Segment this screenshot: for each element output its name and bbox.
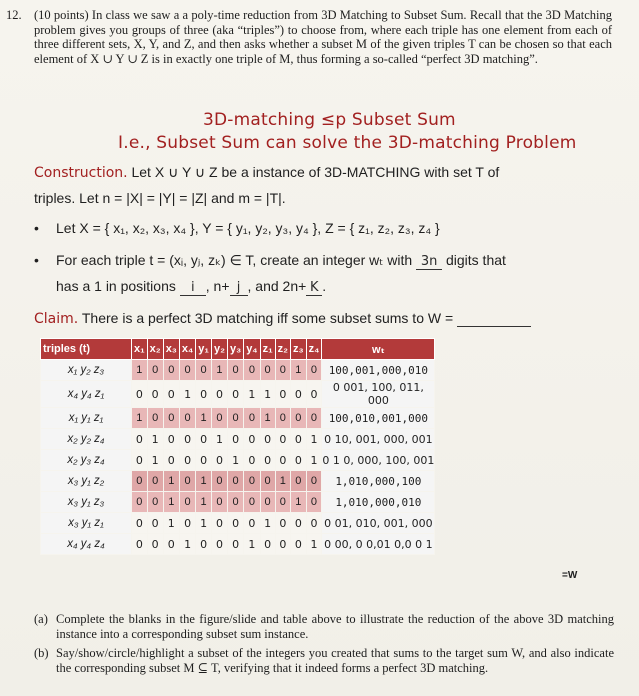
question-text [34, 8, 612, 66]
weight-cell: 1,010,000,100 [322, 471, 435, 492]
bit-cell: 0 [132, 450, 148, 471]
bit-cell: 0 [244, 429, 260, 450]
part-label: (a) [34, 612, 48, 626]
header-element: x₄ [179, 339, 195, 360]
bit-cell: 0 [163, 450, 179, 471]
question-paragraph: (10 points) In class we saw a a poly-time reduction from 3D Matching to Subset Sum. Recall that the 3D Matching problem gives you groups of three (aka “triples”) to choose from, where each triple has one element from each of three different sets, X, Y, and Z, and then asks whether a subset M of the given triples T can be chosen so that each element of X ∪ Y ∪ Z is in exactly one triple of M, thus forming a so-called “perfect 3D matching”. [34, 8, 612, 66]
header-element: y₃ [227, 339, 243, 360]
triple-cell: x₁ y₁ z₁ [41, 408, 132, 429]
positions-text-2: , n+ [205, 278, 230, 294]
header-weight: wₜ [322, 339, 435, 360]
header-element: x₂ [147, 339, 163, 360]
weight-cell: 0 10, 001, 000, 001 [322, 429, 435, 450]
bit-cell: 1 [211, 429, 227, 450]
bit-cell: 0 [132, 513, 148, 534]
bit-cell: 1 [132, 360, 148, 381]
triple-cell: x₃ y₁ z₃ [41, 492, 132, 513]
bit-cell: 0 [196, 450, 212, 471]
part-text: Say/show/circle/highlight a subset of the integers you created that sums to the target sum W, and also indicate the corresponding subset M ⊆ T, verifying that it indeed forms a perfect 3D matching. [56, 646, 614, 675]
bit-cell: 1 [260, 513, 275, 534]
bit-cell: 1 [227, 450, 243, 471]
header-element: x₃ [163, 339, 179, 360]
bit-cell: 1 [211, 360, 227, 381]
bit-cell: 0 [196, 534, 212, 555]
bit-cell: 0 [211, 471, 227, 492]
table-row [41, 513, 435, 534]
bit-cell: 0 [227, 429, 243, 450]
bit-cell: 0 [291, 429, 307, 450]
bit-cell: 1 [260, 381, 275, 408]
bit-cell: 0 [211, 408, 227, 429]
bit-cell: 1 [291, 492, 307, 513]
bit-cell: 0 [244, 492, 260, 513]
header-element: z₁ [260, 339, 275, 360]
bit-cell: 1 [132, 408, 148, 429]
bit-cell: 0 [306, 471, 322, 492]
bit-cell: 0 [291, 381, 307, 408]
bit-cell: 0 [227, 360, 243, 381]
bit-cell: 0 [275, 492, 290, 513]
positions-text: has a 1 in positions [56, 278, 176, 294]
bit-cell: 0 [163, 429, 179, 450]
question-parts [34, 612, 614, 680]
bit-cell: 0 [260, 471, 275, 492]
weight-cell: 0 001, 100, 011, 000 [322, 381, 435, 408]
part-text: Complete the blanks in the figure/slide and table above to illustrate the reduction of the above 3D matching instance into a corresponding subset sum instance. [56, 612, 614, 641]
bit-cell: 1 [244, 381, 260, 408]
triple-cell: x₁ y₂ z₃ [41, 360, 132, 381]
bit-cell: 0 [211, 450, 227, 471]
bit-cell: 0 [275, 381, 290, 408]
bit-cell: 0 [260, 450, 275, 471]
bit-cell: 0 [260, 429, 275, 450]
bit-cell: 0 [306, 408, 322, 429]
bit-cell: 0 [132, 429, 148, 450]
bit-cell: 0 [275, 408, 290, 429]
position-blank-k: K [306, 280, 322, 296]
triple-cell: x₃ y₁ z₂ [41, 471, 132, 492]
bit-cell: 1 [306, 450, 322, 471]
bit-cell: 0 [275, 360, 290, 381]
bit-cell: 0 [211, 381, 227, 408]
bit-cell: 0 [291, 408, 307, 429]
bit-cell: 1 [196, 471, 212, 492]
bit-cell: 0 [227, 408, 243, 429]
weight-cell: 0 01, 010, 001, 000 [322, 513, 435, 534]
bit-cell: 0 [291, 534, 307, 555]
table-body [41, 360, 435, 555]
bit-cell: 1 [163, 492, 179, 513]
position-blank-j: j [230, 280, 248, 296]
construction-line-2: triples. Let n = |X| = |Y| = |Z| and m = |T|. [34, 190, 286, 206]
bit-cell: 1 [179, 381, 195, 408]
bit-cell: 0 [275, 450, 290, 471]
bit-cell: 0 [132, 534, 148, 555]
bit-cell: 0 [147, 534, 163, 555]
bullet-triple-text: For each triple t = (xᵢ, yⱼ, zₖ) ∈ T, create an integer wₜ with [56, 252, 413, 268]
bit-cell: 0 [291, 513, 307, 534]
bit-cell: 0 [147, 492, 163, 513]
triple-cell: x₄ y₄ z₄ [41, 534, 132, 555]
bullet-dot: • [34, 220, 39, 236]
part-b [34, 646, 614, 675]
bit-cell: 0 [211, 492, 227, 513]
bit-cell: 1 [291, 360, 307, 381]
bit-cell: 1 [306, 534, 322, 555]
table-row [41, 534, 435, 555]
bullet-triple-text-end: digits that [445, 252, 506, 268]
bit-cell: 1 [147, 450, 163, 471]
bit-cell: 0 [227, 513, 243, 534]
bit-cell: 0 [132, 471, 148, 492]
bit-cell: 0 [227, 381, 243, 408]
claim-label: Claim. [34, 311, 79, 327]
claim-text: There is a perfect 3D matching iff some subset sums to W = [81, 310, 454, 326]
bit-cell: 0 [244, 450, 260, 471]
bit-cell: 0 [211, 513, 227, 534]
question-number: 12. [6, 8, 22, 22]
bit-cell: 0 [132, 381, 148, 408]
bit-cell: 0 [196, 429, 212, 450]
weight-cell: 0 1 0, 000, 100, 001 [322, 450, 435, 471]
bit-cell: 0 [163, 381, 179, 408]
bit-cell: 0 [179, 513, 195, 534]
part-label: (b) [34, 646, 49, 661]
bit-cell: 1 [163, 471, 179, 492]
bit-cell: 0 [306, 513, 322, 534]
header-element: x₁ [132, 339, 148, 360]
table-row [41, 492, 435, 513]
bit-cell: 0 [179, 408, 195, 429]
header-element: z₂ [275, 339, 290, 360]
header-element: y₁ [196, 339, 212, 360]
bit-cell: 1 [306, 429, 322, 450]
bit-cell: 0 [244, 513, 260, 534]
bullet-sets [34, 220, 440, 236]
bit-cell: 1 [196, 492, 212, 513]
digits-blank: 3n [416, 254, 442, 270]
bit-cell: 0 [179, 492, 195, 513]
weight-cell: 1,010,000,010 [322, 492, 435, 513]
bit-cell: 0 [306, 492, 322, 513]
bit-cell: 0 [163, 360, 179, 381]
bit-cell: 0 [227, 534, 243, 555]
weight-cell: 100,010,001,000 [322, 408, 435, 429]
bit-cell: 0 [179, 429, 195, 450]
bit-cell: 1 [179, 534, 195, 555]
triples-table [40, 338, 435, 555]
triple-cell: x₂ y₃ z₄ [41, 450, 132, 471]
equals-w-label: =W [562, 570, 578, 581]
reduction-table [40, 338, 588, 564]
position-blank-i: i [180, 280, 206, 296]
slide-title: 3D-matching ≤p Subset Sum [203, 110, 456, 130]
table-row [41, 429, 435, 450]
table-header-row [41, 339, 435, 360]
bit-cell: 1 [147, 429, 163, 450]
bit-cell: 0 [244, 360, 260, 381]
bit-cell: 0 [291, 471, 307, 492]
bit-cell: 0 [196, 381, 212, 408]
positions-text-3: , and 2n+ [247, 278, 307, 294]
header-element: y₄ [244, 339, 260, 360]
slide-subtitle: I.e., Subset Sum can solve the 3D-matching Problem [118, 133, 577, 153]
table-row [41, 471, 435, 492]
bullet-sets-text: Let X = { x₁, x₂, x₃, x₄ }, Y = { y₁, y₂, y₃, y₄ }, Z = { z₁, z₂, z₃, z₄ } [56, 220, 440, 236]
header-triples: triples (t) [41, 339, 132, 360]
bit-cell: 0 [244, 471, 260, 492]
triple-cell: x₂ y₂ z₄ [41, 429, 132, 450]
table-row [41, 360, 435, 381]
construction-line [34, 164, 499, 181]
bit-cell: 1 [260, 408, 275, 429]
bit-cell: 0 [163, 408, 179, 429]
table-row [41, 408, 435, 429]
header-element: z₃ [291, 339, 307, 360]
target-sum-blank [457, 310, 531, 327]
bit-cell: 0 [147, 408, 163, 429]
table-row [41, 450, 435, 471]
bit-cell: 0 [179, 471, 195, 492]
construction-label: Construction. [34, 165, 128, 181]
bit-cell: 1 [163, 513, 179, 534]
bit-cell: 0 [179, 450, 195, 471]
triple-cell: x₄ y₄ z₁ [41, 381, 132, 408]
bit-cell: 0 [147, 513, 163, 534]
bit-cell: 0 [275, 513, 290, 534]
claim-line [34, 310, 531, 327]
header-element: y₂ [211, 339, 227, 360]
triple-cell: x₃ y₁ z₁ [41, 513, 132, 534]
bit-cell: 1 [275, 471, 290, 492]
bullet-dot: • [34, 252, 39, 268]
bit-cell: 0 [260, 360, 275, 381]
bit-cell: 0 [179, 360, 195, 381]
bit-cell: 0 [306, 360, 322, 381]
construction-text: Let X ∪ Y ∪ Z be a instance of 3D-MATCHING with set T of [131, 164, 500, 180]
bit-cell: 0 [132, 492, 148, 513]
bit-cell: 0 [227, 471, 243, 492]
bit-cell: 0 [275, 429, 290, 450]
bit-cell: 0 [147, 360, 163, 381]
bit-cell: 1 [196, 513, 212, 534]
bit-cell: 0 [211, 534, 227, 555]
table-row [41, 381, 435, 408]
bit-cell: 0 [244, 408, 260, 429]
weight-cell: 100,001,000,010 [322, 360, 435, 381]
bit-cell: 0 [147, 471, 163, 492]
bullet-triple [34, 252, 506, 270]
bit-cell: 0 [196, 360, 212, 381]
bit-cell: 0 [291, 450, 307, 471]
bit-cell: 0 [275, 534, 290, 555]
bit-cell: 0 [163, 534, 179, 555]
part-a [34, 612, 614, 641]
weight-cell: 0 00, 0 0,01 0,0 0 1 [322, 534, 435, 555]
positions-line [56, 278, 326, 296]
bit-cell: 0 [260, 534, 275, 555]
bit-cell: 0 [227, 492, 243, 513]
header-element: z₄ [306, 339, 322, 360]
bit-cell: 0 [147, 381, 163, 408]
positions-text-end: . [322, 278, 327, 294]
bit-cell: 0 [306, 381, 322, 408]
bit-cell: 1 [244, 534, 260, 555]
bit-cell: 0 [260, 492, 275, 513]
bit-cell: 1 [196, 408, 212, 429]
